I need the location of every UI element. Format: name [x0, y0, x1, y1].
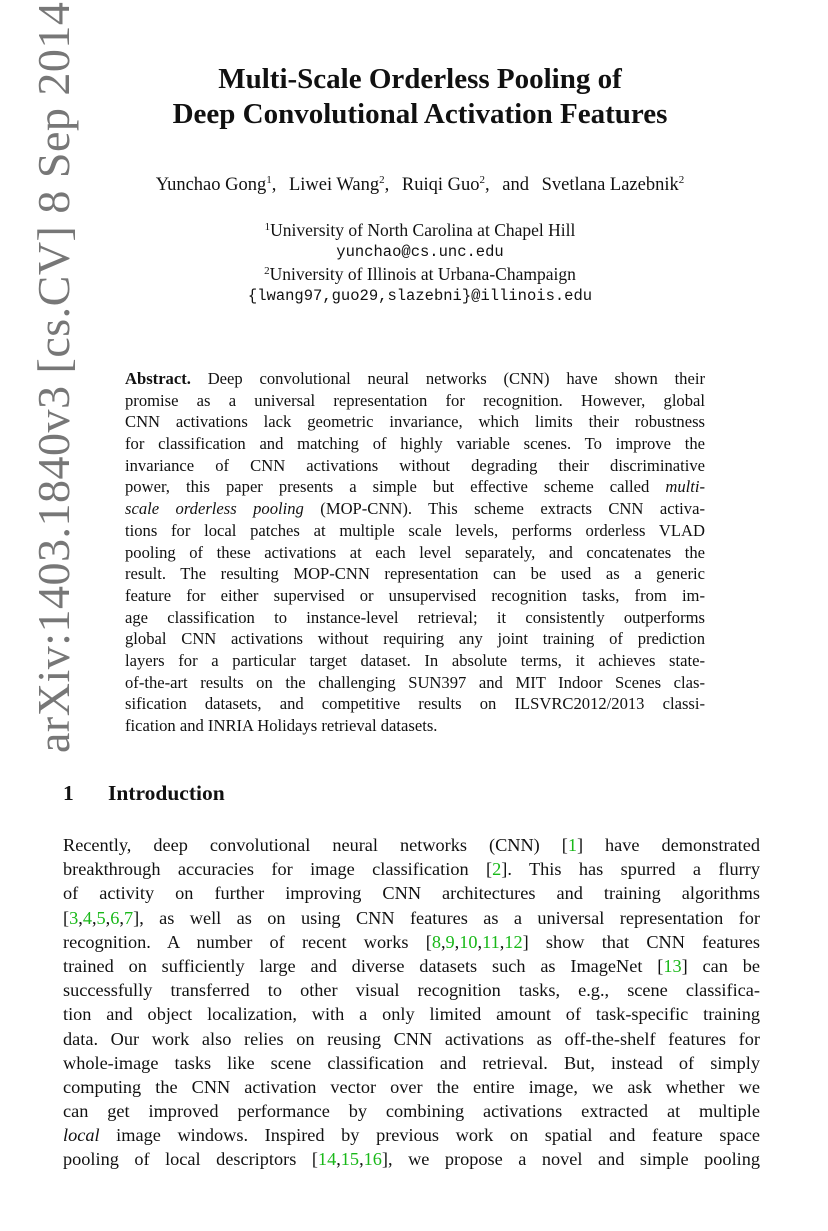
abstract-line: invariance of CNN activations without degrading their discriminative: [125, 455, 705, 475]
citation-link[interactable]: 4: [82, 907, 92, 928]
body-line: computing the CNN activation vector over the entire image, we ask whether we: [63, 1076, 760, 1097]
body-line: [3,4,5,6,7], as well as on using CNN features as a universal representation for: [63, 907, 760, 928]
citation-link[interactable]: 13: [663, 955, 682, 976]
abstract-line: promise as a universal representation for recognition. However, global: [125, 390, 705, 410]
abstract-line: of-the-art results on the challenging SUN397 and MIT Indoor Scenes clas-: [125, 672, 705, 692]
author-conjunction: and: [502, 175, 529, 195]
citation-link[interactable]: 10: [459, 931, 478, 952]
italic-term: scale orderless pooling: [125, 499, 304, 519]
arxiv-stamp-text: arXiv:1403.1840v3 [cs.CV] 8 Sep 2014: [28, 1, 79, 753]
abstract-line: sification datasets, and competitive results on ILSVRC2012/2013 classi-: [125, 694, 705, 714]
abstract-line: age classification to instance-level retrieval; it consistently outperforms: [125, 607, 705, 627]
body-line: can get improved performance by combining activations extracted at multiple: [63, 1101, 760, 1122]
body-line: breakthrough accuracies for image classification [2]. This has spurred a flurry: [63, 859, 760, 880]
italic-term: multi-: [665, 477, 705, 497]
body-line: data. Our work also relies on reusing CNN activations as off-the-shelf features for: [63, 1028, 760, 1049]
citation-link[interactable]: 8: [431, 931, 441, 952]
author-affil-mark: 2: [479, 174, 485, 186]
author-affil-mark: 1: [266, 174, 272, 186]
citation-link[interactable]: 11: [482, 931, 500, 952]
abstract-line: tions for local patches at multiple scale levels, performs orderless VLAD: [125, 520, 705, 540]
author-affil-mark: 2: [678, 174, 685, 186]
abstract-line: power, this paper presents a simple but effective scheme called multi-: [125, 477, 705, 497]
body-line: trained on sufficiently large and diverse datasets such as ImageNet [13] can be: [63, 955, 760, 976]
author-name: Yunchao Gong: [155, 175, 267, 195]
abstract-line: fication and INRIA Holidays retrieval datasets.: [125, 716, 438, 735]
abstract-line: for classification and matching of highly variable scenes. To improve the: [125, 434, 705, 454]
author-list: Yunchao Gong$^1$, Liwei Wang$^2$, Ruiqi Guo$^2$, and Svetlana Lazebnik$^2$: [155, 174, 685, 195]
citation-link[interactable]: 2: [492, 859, 502, 880]
citation-link[interactable]: 9: [445, 931, 455, 952]
abstract-label: Abstract.: [125, 369, 191, 388]
italic-term: local: [63, 1125, 100, 1146]
author-affil-mark: 2: [379, 174, 385, 186]
abstract: [125, 368, 705, 737]
affiliations: [100, 219, 740, 307]
citation-link[interactable]: 1: [567, 835, 577, 855]
body-line: Recently, deep convolutional neural networks (CNN) [1] have demonstrated: [63, 835, 760, 855]
author-name: Svetlana Lazebnik: [541, 175, 679, 195]
section-title: Introduction: [108, 781, 225, 805]
abstract-line: CNN activations lack geometric invariance, which limits their robustness: [125, 412, 705, 432]
citation-link[interactable]: 3: [69, 907, 79, 928]
citation-link[interactable]: 14: [317, 1149, 337, 1170]
abstract-line: global CNN activations without requiring any joint training of prediction: [125, 629, 705, 649]
affiliation-2-email[interactable]: {lwang97,guo29,slazebni}@illinois.edu: [247, 287, 593, 305]
author-name: Ruiqi Guo: [401, 175, 480, 195]
body-line: whole-image tasks like scene classification and retrieval. But, instead of simply: [63, 1052, 760, 1073]
citation-link[interactable]: 5: [96, 907, 106, 928]
affiliation-1: $^1$University of North Carolina at Chapel Hill: [264, 220, 576, 240]
title-line-2: Deep Convolutional Activation Features: [172, 98, 668, 130]
abstract-line: feature for either supervised or unsupervised recognition tasks, from im-: [125, 585, 705, 605]
introduction-body: [63, 833, 760, 1172]
abstract-line: result. The resulting MOP-CNN representation can be used as a generic: [125, 564, 705, 584]
section-number: 1: [63, 781, 74, 805]
abstract-line: scale orderless pooling (MOP-CNN). This scheme extracts CNN activa-: [125, 499, 705, 519]
affiliation-2: $^2$University of Illinois at Urbana-Champaign: [264, 264, 576, 284]
title-line-1: Multi-Scale Orderless Pooling of: [218, 63, 622, 95]
citation-link[interactable]: 15: [340, 1149, 360, 1170]
arxiv-identifier-stamp: [18, 1, 79, 753]
author-name: Liwei Wang: [288, 175, 380, 195]
abstract-line: pooling of these activations at each level separately, and concatenates the: [125, 542, 705, 562]
body-line: tion and object localization, with a only limited amount of task-specific training: [63, 1004, 760, 1025]
affiliation-1-email[interactable]: yunchao@cs.unc.edu: [336, 243, 504, 261]
paper-title: [100, 62, 740, 132]
body-line: local image windows. Inspired by previous work on spatial and feature space: [63, 1125, 760, 1146]
body-line: of activity on further improving CNN architectures and training algorithms: [63, 883, 760, 904]
citation-link[interactable]: 7: [123, 907, 134, 928]
body-line: recognition. A number of recent works [8,9,10,11,12] show that CNN features: [63, 931, 760, 952]
citation-link[interactable]: 6: [110, 907, 120, 928]
section-heading: [63, 781, 225, 806]
body-line: successfully transferred to other visual recognition tasks, e.g., scene classifica-: [63, 980, 760, 1001]
abstract-line: Abstract. Deep convolutional neural networks (CNN) have shown their: [125, 369, 705, 388]
citation-link[interactable]: 12: [504, 931, 523, 952]
body-line: pooling of local descriptors [14,15,16], we propose a novel and simple pooling: [63, 1149, 761, 1170]
abstract-line: layers for a particular target dataset. In absolute terms, it achieves state-: [125, 650, 705, 670]
citation-link[interactable]: 16: [363, 1149, 382, 1170]
